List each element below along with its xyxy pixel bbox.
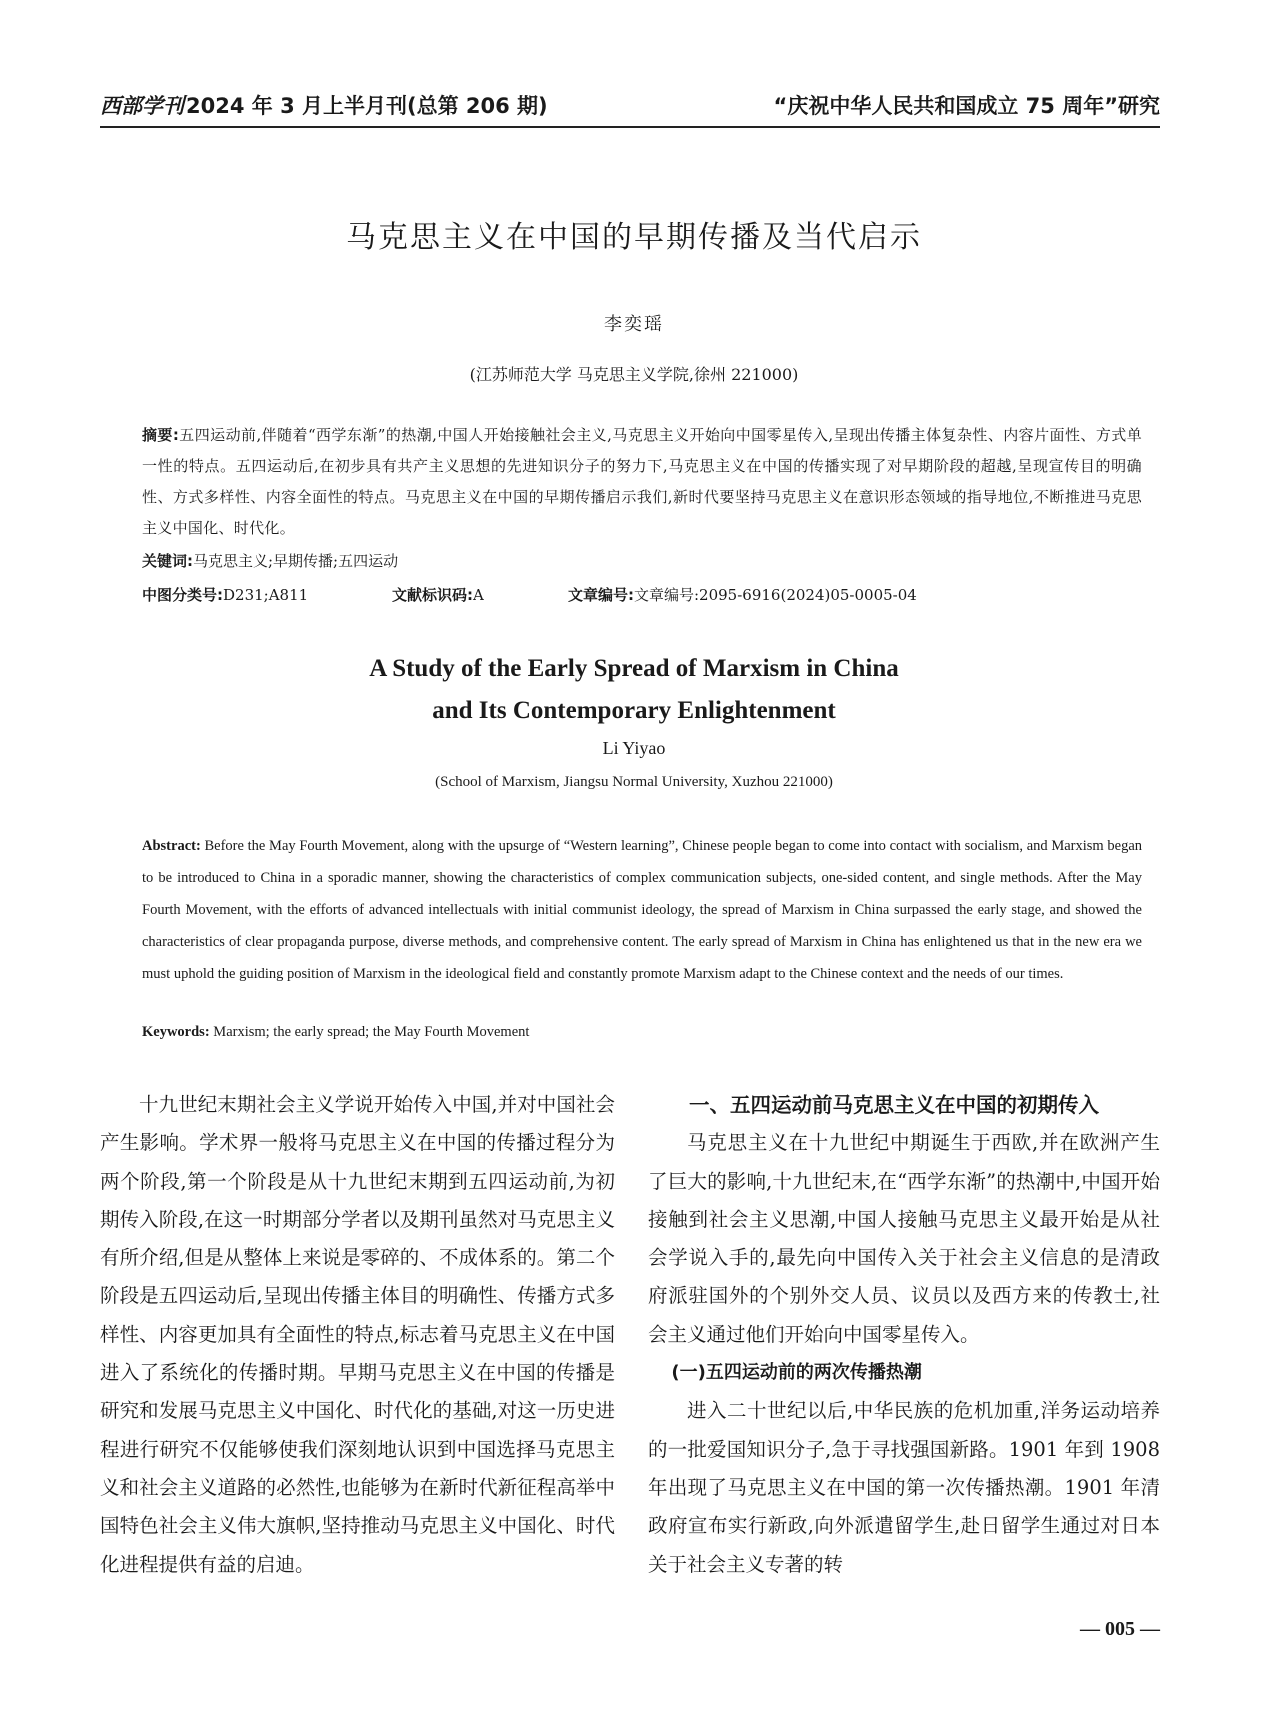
abstract-en-label: Abstract: xyxy=(142,838,201,854)
subsection-heading-1: (一)五四运动前的两次传播热潮 xyxy=(671,1362,922,1384)
author-name-en: Li Yiyao xyxy=(602,738,666,758)
affiliation-cn: (江苏师范大学 马克思主义学院,徐州 221000) xyxy=(469,365,799,384)
clc-code: 中图分类号:D231;A811 xyxy=(142,586,309,604)
abstract-cn-label: 摘要: xyxy=(142,426,180,444)
article-number: 文章编号:文章编号:2095-6916(2024)05-0005-04 xyxy=(568,586,917,604)
affiliation-en: (School of Marxism, Jiangsu Normal University, Xuzhou 221000) xyxy=(435,774,833,790)
keywords-en xyxy=(142,1024,1142,1041)
abstract-en-text: Before the May Fourth Movement, along with the upsurge of “Western learning”, Chinese people began to come into contact with socialism, and Marxism began to be introduced to China in a sporadic manner, showing the characteristics of complex communication subjects, one-sided content, and single methods. After the May Fourth Movement, with the efforts of advanced intellectuals with initial communist ideology, the spread of Marxism in China surpassed the early stage, and showed the characteristics of clear propaganda purpose, diverse methods, and comprehensive content. The early spread of Marxism in China has enlightened us that in the new era we must uphold the guiding position of Marxism in the ideological field and constantly promote Marxism adapt to the Chinese context and the needs of our times. xyxy=(142,838,1143,982)
section-heading-1: 一、五四运动前马克思主义在中国的初期传入 xyxy=(689,1093,1099,1117)
body-column-left xyxy=(100,1086,615,1584)
column-title: “庆祝中华人民共和国成立 75 周年”研究 xyxy=(773,94,1160,118)
title-en-line-2: and Its Contemporary Enlightenment xyxy=(432,697,836,724)
keywords-cn-label: 关键词: xyxy=(142,552,193,570)
body-column-right xyxy=(648,1086,1160,1584)
title-en-line-1: A Study of the Early Spread of Marxism in China xyxy=(369,655,899,682)
keywords-cn xyxy=(142,550,1142,571)
running-header xyxy=(100,86,1160,128)
keywords-en-text: Marxism; the early spread; the May Fourth Movement xyxy=(213,1024,530,1040)
subsection-1-paragraph: 进入二十世纪以后,中华民族的危机加重,洋务运动培养的一批爱国知识分子,急于寻找强国新路。1901 年到 1908 年出现了马克思主义在中国的第一次传播热潮。1901 年清政府宣布实行新政,向外派遣留学生,赴日留学生通过对日本关于社会主义专著的转 xyxy=(648,1399,1160,1576)
keywords-cn-text: 马克思主义;早期传播;五四运动 xyxy=(193,552,399,570)
classification-line xyxy=(142,584,1142,605)
journal-issue xyxy=(100,90,548,120)
issue-info: 2024 年 3 月上半月刊(总第 206 期) xyxy=(186,94,548,118)
section-1-paragraph: 马克思主义在十九世纪中期诞生于西欧,并在欧洲产生了巨大的影响,十九世纪末,在“西学东渐”的热潮中,中国开始接触到社会主义思潮,中国人接触马克思主义最开始是从社会学说入手的,最先向中国传入关于社会主义信息的是清政府派驻国外的个别外交人员、议员以及西方来的传教士,社会主义通过他们开始向中国零星传入。 xyxy=(648,1131,1160,1346)
abstract-cn-text: 五四运动前,伴随着“西学东渐”的热潮,中国人开始接触社会主义,马克思主义开始向中国零星传入,呈现出传播主体复杂性、内容片面性、方式单一性的特点。五四运动后,在初步具有共产主义思想的先进知识分子的努力下,马克思主义在中国的传播实现了对早期阶段的超越,呈现宣传目的明确性、方式多样性、内容全面性的特点。马克思主义在中国的早期传播启示我们,新时代要坚持马克思主义在意识形态领域的指导地位,不断推进马克思主义中国化、时代化。 xyxy=(142,426,1143,537)
abstract-en xyxy=(142,830,1142,990)
keywords-en-label: Keywords: xyxy=(142,1024,210,1040)
document-code: 文献标识码:A xyxy=(392,586,484,604)
abstract-cn xyxy=(142,420,1142,544)
article-title-en xyxy=(0,648,1268,732)
article-title-cn: 马克思主义在中国的早期传播及当代启示 xyxy=(346,220,922,255)
page-number: — 005 — xyxy=(1080,1618,1160,1640)
journal-logo: 西部学刊 xyxy=(100,93,184,118)
intro-paragraph: 十九世纪末期社会主义学说开始传入中国,并对中国社会产生影响。学术界一般将马克思主义在中国的传播过程分为两个阶段,第一个阶段是从十九世纪末期到五四运动前,为初期传入阶段,在这一时期部分学者以及期刊虽然对马克思主义有所介绍,但是从整体上来说是零碎的、不成体系的。第二个阶段是五四运动后,呈现出传播主体目的明确性、传播方式多样性、内容更加具有全面性的特点,标志着马克思主义在中国进入了系统化的传播时期。早期马克思主义在中国的传播是研究和发展马克思主义中国化、时代化的基础,对这一历史进程进行研究不仅能够使我们深刻地认识到中国选择马克思主义和社会主义道路的必然性,也能够为在新时代新征程高举中国特色社会主义伟大旗帜,坚持推动马克思主义中国化、时代化进程提供有益的启迪。 xyxy=(100,1093,615,1576)
author-name-cn: 李奕瑶 xyxy=(604,314,664,335)
